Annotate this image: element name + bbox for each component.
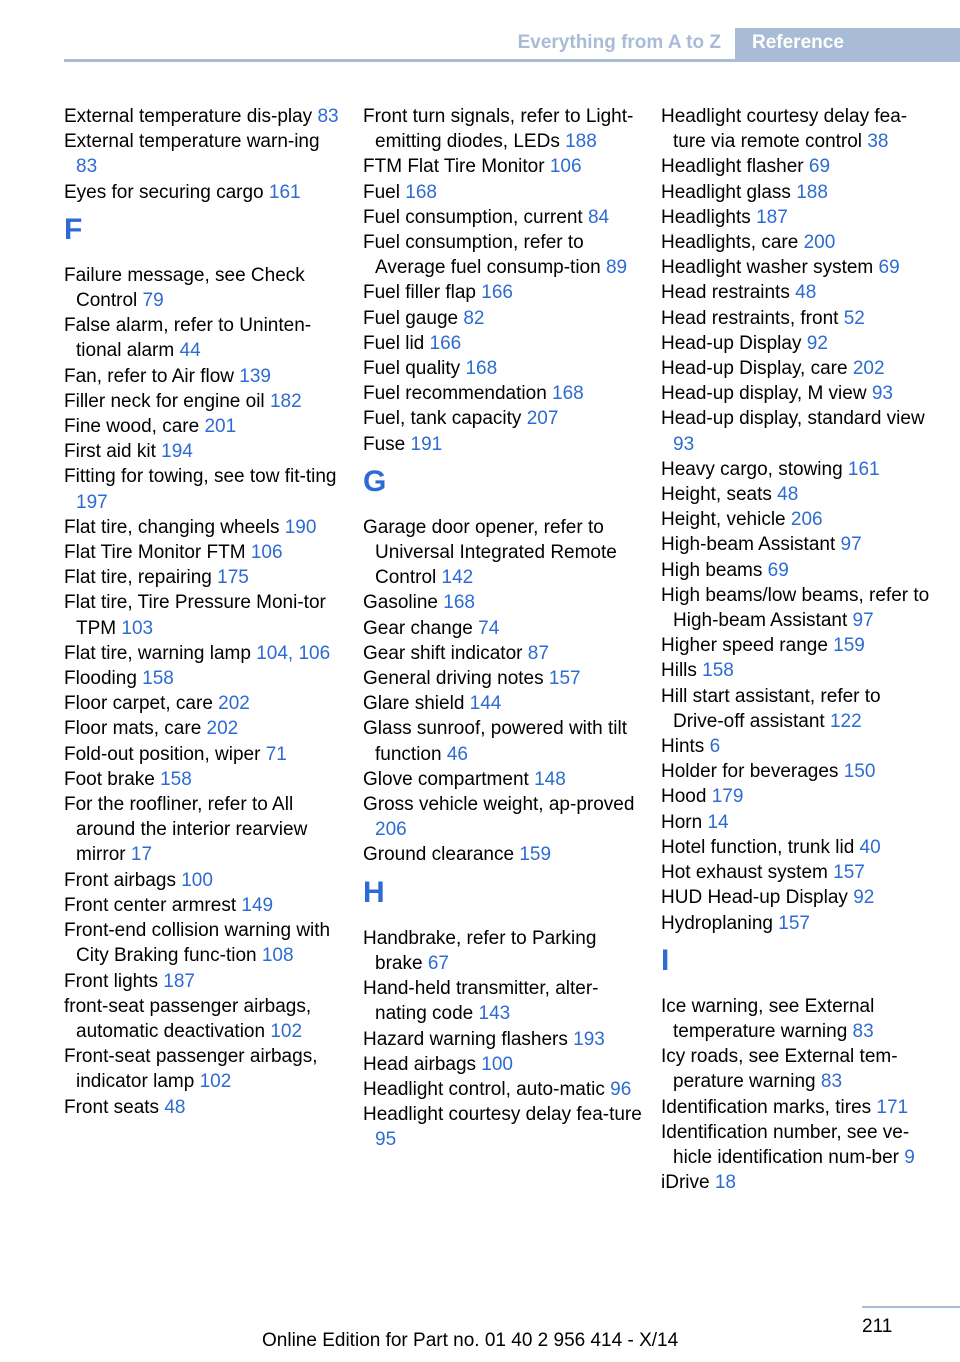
index-entry [363, 616, 643, 641]
entry-term: Headlight courtesy delay fea‐ture via remote control [661, 106, 908, 153]
entry-term: Front seats [64, 1096, 165, 1118]
index-entry [64, 641, 344, 666]
entry-term: Eyes for securing cargo [64, 181, 269, 203]
entry-term: Headlights, care [661, 232, 804, 254]
index-entry [661, 1044, 931, 1094]
page-reference-link[interactable]: 144 [469, 693, 502, 715]
index-entry [64, 918, 344, 968]
page-reference-link[interactable]: 69 [767, 559, 789, 581]
index-entry [363, 926, 643, 976]
entry-term: Fan, refer to Air flow [64, 365, 240, 387]
entry-term: Ice warning, see External temperature warning [661, 995, 875, 1042]
entry-term: Fuel consumption, refer to Average fuel consump‐tion [363, 232, 606, 279]
entry-term: Gasoline [363, 592, 444, 614]
section-letter: F [64, 212, 83, 246]
page-reference-link[interactable]: 92 [806, 332, 828, 354]
entry-term: Holder for beverages [661, 761, 844, 783]
index-column-2 [363, 104, 643, 1153]
entry-term: Fuel lid [363, 332, 430, 354]
index-entry [64, 565, 344, 590]
page-reference-link[interactable]: 67 [427, 952, 449, 974]
page-reference-link[interactable]: 158 [142, 668, 174, 690]
index-entry [661, 583, 931, 633]
entry-term: High-beam Assistant [661, 534, 841, 556]
entry-term: Glare shield [363, 693, 470, 715]
footer-rule [862, 1306, 960, 1308]
index-entry [363, 691, 643, 716]
page-reference-link[interactable]: 139 [239, 365, 271, 387]
entry-term: Headlights [661, 206, 757, 228]
index-entry [661, 205, 931, 230]
page-reference-link[interactable]: 168 [443, 592, 475, 614]
index-entry [661, 911, 931, 936]
entry-term: Hand-held transmitter, alter‐nating code [363, 978, 599, 1025]
entry-term: Head restraints, front [661, 307, 844, 329]
page-reference-link[interactable]: 83 [852, 1020, 874, 1042]
entry-term: Fine wood, care [64, 416, 205, 438]
page-reference-link[interactable]: 97 [852, 610, 874, 632]
page-reference-link[interactable]: 159 [833, 635, 865, 657]
section-letter: H [363, 875, 385, 909]
entry-term: iDrive [661, 1172, 715, 1194]
index-entry [661, 1120, 931, 1170]
page-reference-link[interactable]: 6 [709, 736, 721, 758]
page-reference-link[interactable]: 166 [481, 282, 513, 304]
entry-term: Handbrake, refer to Parking brake [363, 927, 597, 974]
entry-term: Filler neck for engine oil [64, 390, 270, 412]
index-entry [661, 104, 931, 154]
entry-term: Front-end collision warning with City Braking func‐tion [64, 920, 331, 967]
page-reference-link[interactable]: 106 [549, 156, 582, 178]
page-reference-link[interactable]: 168 [552, 383, 584, 405]
index-entry [661, 306, 931, 331]
index-entry [661, 658, 931, 683]
index-entry [64, 994, 344, 1044]
page-reference-link[interactable]: 40 [859, 836, 881, 858]
index-entry [363, 154, 643, 179]
page-reference-link[interactable]: 44 [179, 340, 201, 362]
page-reference-link[interactable]: 74 [478, 617, 500, 639]
index-entry [363, 1052, 643, 1077]
entry-term: Flat tire, repairing [64, 567, 218, 589]
entry-term: Fuse [363, 433, 411, 455]
page-reference-link[interactable]: 206 [790, 509, 823, 531]
entry-term: Head-up Display [661, 332, 807, 354]
page-reference-link[interactable]: 97 [840, 534, 862, 556]
page-reference-link[interactable]: 100 [481, 1053, 513, 1075]
entry-term: Fuel filler flap [363, 282, 482, 304]
entry-term: External temperature warn‐ing [64, 131, 320, 153]
index-entry [363, 1077, 643, 1102]
index-entry [363, 767, 643, 792]
entry-term: Icy roads, see External tem‐perature warning [661, 1046, 898, 1093]
index-entry [64, 792, 344, 868]
entry-term: Hints [661, 736, 710, 758]
header-tab-reference: Reference [735, 28, 960, 62]
page-reference-link[interactable]: 82 [463, 307, 485, 329]
entry-term: Hydroplaning [661, 912, 779, 934]
page-reference-link[interactable]: 100 [181, 869, 213, 891]
index-entry [661, 734, 931, 759]
entry-term: Head-up Display, care [661, 358, 853, 380]
page-reference-link[interactable]: 18 [714, 1172, 736, 1194]
entry-term: Height, vehicle [661, 509, 791, 531]
index-entry [64, 414, 344, 439]
page-reference-link[interactable]: 92 [853, 887, 875, 909]
section-letter: I [661, 943, 670, 977]
index-entry [661, 1095, 931, 1120]
index-entry [661, 356, 931, 381]
entry-term: Flat tire, warning lamp [64, 642, 257, 664]
entry-term: Front turn signals, refer to Light-emitting diodes, LEDs [363, 106, 634, 153]
entry-term: Higher speed range [661, 635, 834, 657]
index-entry [363, 641, 643, 666]
page-reference-link[interactable]: 188 [565, 131, 597, 153]
entry-term: External temperature dis‐play [64, 106, 318, 127]
page-reference-link[interactable]: 168 [405, 181, 437, 203]
index-entry [64, 389, 344, 414]
page-reference-link[interactable]: 143 [478, 1003, 511, 1025]
entry-term: Flooding [64, 668, 143, 690]
page-reference-link[interactable]: 87 [527, 642, 549, 664]
page-reference-link[interactable]: 193 [573, 1028, 605, 1050]
page-reference-link[interactable]: 52 [843, 307, 865, 329]
header-section-title: Everything from A to Z [517, 32, 721, 53]
entry-term: Floor mats, care [64, 718, 207, 740]
page-reference-link[interactable]: 83 [820, 1071, 843, 1093]
page-reference-link[interactable]: 179 [711, 786, 744, 808]
entry-term: Headlight washer system [661, 257, 879, 279]
page-reference-link[interactable]: 48 [164, 1096, 186, 1118]
entry-term: Head airbags [363, 1053, 482, 1075]
index-entry [661, 457, 931, 482]
entry-term: Glass sunroof, powered with tilt function [363, 718, 628, 765]
page-reference-link[interactable]: 17 [130, 844, 153, 866]
entry-term: Garage door opener, refer to Universal Integrated Remote Control [363, 516, 617, 589]
page-reference-link[interactable]: 200 [803, 232, 836, 254]
page-reference-link[interactable]: 158 [160, 768, 192, 790]
section-letter: G [363, 464, 387, 498]
entry-term: Fuel, tank capacity [363, 408, 527, 430]
page-reference-link[interactable]: 175 [217, 567, 249, 589]
index-entry [64, 515, 344, 540]
entry-term: Foot brake [64, 768, 161, 790]
index-entry [64, 666, 344, 691]
page-reference-link[interactable]: 158 [702, 660, 734, 682]
page-reference-link[interactable]: 83 [317, 106, 339, 127]
page-reference-link[interactable]: 89 [605, 257, 628, 279]
index-entry [661, 331, 931, 356]
entry-term: Headlight courtesy delay fea‐ture [363, 1104, 642, 1126]
index-entry [64, 767, 344, 792]
index-entry [363, 590, 643, 615]
entry-term: Hills [661, 660, 703, 682]
entry-term: For the roofliner, refer to All around the interior rearview mirror [64, 794, 308, 866]
entry-term: FTM Flat Tire Monitor [363, 156, 550, 178]
page-reference-link[interactable]: 9 [904, 1146, 915, 1168]
page-reference-link[interactable]: 83 [76, 156, 98, 178]
entry-term: Height, seats [661, 484, 778, 506]
entry-term: Heavy cargo, stowing [661, 458, 848, 480]
page-reference-link[interactable]: 69 [878, 257, 900, 279]
index-entry [64, 691, 344, 716]
index-entry [363, 205, 643, 230]
page-reference-link[interactable]: 142 [441, 567, 474, 589]
page-header [64, 28, 960, 60]
index-entry [64, 1095, 344, 1120]
index-column-1 [64, 104, 344, 1120]
page-reference-link[interactable]: 38 [867, 131, 889, 153]
page-reference-link[interactable]: 161 [268, 181, 301, 203]
index-entry [64, 969, 344, 994]
index-entry [363, 792, 643, 842]
page-reference-link[interactable]: 150 [843, 761, 876, 783]
index-entry [661, 180, 931, 205]
entry-term: Fuel [363, 181, 406, 203]
page-reference-link[interactable]: 182 [269, 390, 302, 412]
entry-term: Hazard warning flashers [363, 1028, 574, 1050]
page-reference-link[interactable]: 207 [526, 408, 559, 430]
index-entry [363, 716, 643, 766]
page-reference-link[interactable]: 69 [808, 156, 831, 178]
entry-term: High beams [661, 559, 768, 581]
page-reference-link[interactable]: 157 [833, 862, 865, 884]
page-reference-link[interactable]: 194 [161, 441, 193, 463]
index-entry [661, 784, 931, 809]
page-reference-link[interactable]: 168 [465, 358, 498, 380]
page-reference-link[interactable]: 79 [142, 290, 164, 312]
index-entry [661, 381, 931, 406]
entry-term: Headlight flasher [661, 156, 809, 178]
index-entry [363, 1102, 643, 1152]
index-entry [64, 716, 344, 741]
page-reference-link[interactable]: 157 [778, 912, 810, 934]
entry-term: Fitting for towing, see tow fit‐ting [64, 466, 337, 488]
index-entry [64, 180, 344, 205]
entry-term: Flat tire, Tire Pressure Moni‐tor TPM [64, 592, 326, 639]
index-entry [64, 893, 344, 918]
entry-term: Floor carpet, care [64, 693, 219, 715]
index-entry [661, 507, 931, 532]
index-entry [661, 558, 931, 583]
entry-term: Head-up display, M view [661, 383, 872, 405]
entry-term: HUD Head-up Display [661, 887, 854, 909]
index-entry [661, 835, 931, 860]
entry-term: Hot exhaust system [661, 862, 834, 884]
index-entry [363, 976, 643, 1026]
entry-term: Front lights [64, 970, 164, 992]
index-entry [661, 230, 931, 255]
entry-term: Hotel function, trunk lid [661, 836, 860, 858]
index-entry [363, 230, 643, 280]
page-reference-link[interactable]: 122 [829, 710, 862, 732]
entry-term: Fuel recommendation [363, 383, 553, 405]
entry-term: Hood [661, 786, 712, 808]
entry-term: Hill start assistant, refer to Drive-off assistant [661, 685, 881, 732]
entry-term: Fold-out position, wiper [64, 743, 266, 765]
page-reference-link[interactable]: 48 [777, 484, 799, 506]
index-entry [661, 885, 931, 910]
index-entry [363, 306, 643, 331]
index-entry [64, 313, 344, 363]
index-entry [64, 364, 344, 389]
page-reference-link[interactable]: 149 [241, 894, 274, 916]
page-reference-link[interactable]: 206 [375, 819, 407, 841]
page-number: 211 [862, 1316, 893, 1337]
page-reference-link[interactable]: 161 [847, 458, 880, 480]
entry-term: Headlight glass [661, 181, 797, 203]
entry-term: Glove compartment [363, 768, 535, 790]
page-reference-link[interactable]: 108 [261, 945, 294, 967]
index-entry [363, 104, 643, 154]
entry-term: Gear change [363, 617, 479, 639]
index-entry [363, 180, 643, 205]
page-reference-link[interactable]: 46 [446, 743, 468, 765]
index-entry [661, 532, 931, 557]
page-reference-link[interactable]: 187 [163, 970, 195, 992]
index-entry [661, 759, 931, 784]
index-entry [363, 381, 643, 406]
page-reference-link[interactable]: 201 [204, 416, 237, 438]
entry-term: Fuel consumption, current [363, 206, 588, 228]
page-reference-link[interactable]: 166 [429, 332, 462, 354]
entry-term: Flat Tire Monitor FTM [64, 542, 251, 564]
page-reference-link[interactable]: 159 [519, 844, 552, 866]
index-entry [64, 742, 344, 767]
entry-term: Front center armrest [64, 894, 242, 916]
index-entry [661, 860, 931, 885]
entry-term: False alarm, refer to Uninten‐tional alarm [64, 315, 312, 362]
page-reference-link[interactable]: 71 [265, 743, 287, 765]
edition-note: Online Edition for Part no. 01 40 2 956 414 - X/14 [262, 1330, 679, 1351]
page-reference-link[interactable]: 188 [796, 181, 828, 203]
index-entry [661, 154, 931, 179]
entry-term: Fuel gauge [363, 307, 464, 329]
index-entry [363, 280, 643, 305]
index-entry [661, 1170, 931, 1195]
index-entry [64, 868, 344, 893]
page-reference-link[interactable]: 171 [876, 1096, 909, 1118]
page-reference-link[interactable]: 202 [206, 718, 239, 740]
page-reference-link[interactable]: 202 [218, 693, 250, 715]
entry-term: Gross vehicle weight, ap‐proved [363, 794, 635, 816]
index-entry [661, 482, 931, 507]
entry-term: Headlight control, auto‐matic [363, 1078, 611, 1100]
page-reference-link[interactable]: 191 [410, 433, 443, 455]
index-entry [363, 1027, 643, 1052]
index-entry [661, 633, 931, 658]
page-reference-link[interactable]: 93 [673, 433, 695, 455]
page-reference-link[interactable]: 157 [548, 668, 581, 690]
index-entry [64, 464, 344, 514]
page-reference-link[interactable]: 95 [375, 1129, 397, 1151]
index-entry [661, 684, 931, 734]
index-entry [64, 263, 344, 313]
page-reference-link[interactable]: 96 [610, 1078, 632, 1100]
page-reference-link[interactable]: 14 [707, 811, 729, 833]
index-entry [64, 439, 344, 464]
index-entry [64, 104, 344, 129]
page-reference-link[interactable]: 102 [199, 1071, 232, 1093]
index-entry [661, 994, 931, 1044]
page-reference-link[interactable]: 187 [756, 206, 788, 228]
entry-term: Ground clearance [363, 844, 520, 866]
index-entry [363, 406, 643, 431]
page-reference-link[interactable]: 106 [250, 542, 283, 564]
index-entry [363, 515, 643, 591]
entry-term: Gear shift indicator [363, 642, 528, 664]
page-reference-link[interactable]: 104, 106 [256, 642, 331, 664]
page-reference-link[interactable]: 190 [284, 516, 317, 538]
entry-term: Fuel quality [363, 358, 466, 380]
entry-term: First aid kit [64, 441, 162, 463]
page-reference-link[interactable]: 148 [534, 768, 566, 790]
page-reference-link[interactable]: 103 [121, 617, 154, 639]
page-reference-link[interactable]: 48 [795, 282, 817, 304]
entry-term: Head-up display, standard view [661, 408, 925, 430]
index-entry [64, 590, 344, 640]
index-entry [363, 666, 643, 691]
entry-term: Flat tire, changing wheels [64, 516, 285, 538]
index-entry [661, 406, 931, 456]
entry-term: Failure message, see Check Control [64, 264, 305, 312]
page-reference-link[interactable]: 102 [270, 1020, 303, 1042]
page-reference-link[interactable]: 197 [76, 491, 108, 513]
entry-term: Front airbags [64, 869, 182, 891]
entry-term: High beams/low beams, refer to High-beam Assistant [661, 584, 930, 632]
index-entry [661, 280, 931, 305]
index-column-3 [661, 104, 931, 1195]
entry-term: Identification number, see ve‐hicle identification num‐ber [661, 1121, 910, 1168]
index-entry [64, 540, 344, 565]
entry-term: Head restraints [661, 282, 796, 304]
page-reference-link[interactable]: 202 [852, 358, 885, 380]
index-entry [661, 810, 931, 835]
entry-term: Identification marks, tires [661, 1096, 877, 1118]
entry-term: Front-seat passenger airbags, indicator lamp [64, 1046, 318, 1093]
entry-term: front-seat passenger airbags, automatic deactivation [64, 995, 312, 1042]
index-entry [64, 1044, 344, 1094]
entry-term: General driving notes [363, 668, 549, 690]
index-entry [363, 432, 643, 457]
page-reference-link[interactable]: 93 [871, 383, 893, 405]
entry-term: Horn [661, 811, 708, 833]
index-entry [363, 356, 643, 381]
index-entry [64, 129, 344, 179]
page-reference-link[interactable]: 84 [587, 206, 610, 228]
index-entry [661, 255, 931, 280]
index-entry [363, 842, 643, 867]
index-entry [363, 331, 643, 356]
